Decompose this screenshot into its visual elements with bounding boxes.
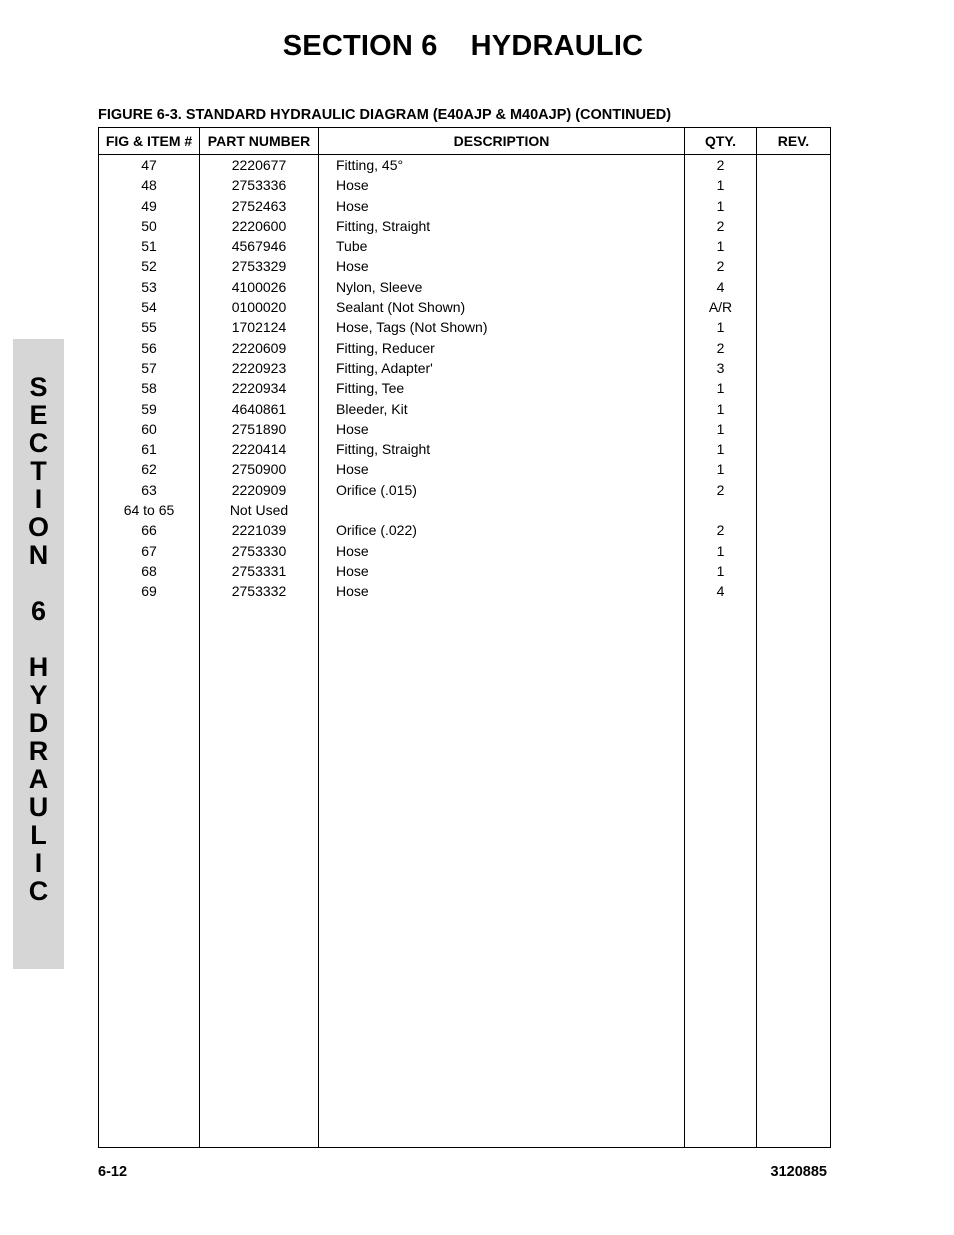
side-tab-letters xyxy=(13,373,64,905)
rev-cell xyxy=(757,358,830,378)
item-cell: 59 xyxy=(141,400,157,417)
description-cell: Fitting, Tee xyxy=(336,380,405,397)
part-number-cell: 2220934 xyxy=(231,380,287,397)
section-title: SECTION 6 HYDRAULIC xyxy=(282,30,644,62)
side-tab-letter: N xyxy=(28,540,49,570)
parts-table xyxy=(98,127,831,1148)
side-tab-letter: O xyxy=(27,512,49,542)
qty-cell: 1 xyxy=(716,542,725,559)
qty-cell: 1 xyxy=(716,400,725,417)
rev-cell xyxy=(757,236,830,256)
qty-cell: 2 xyxy=(716,258,725,275)
description-cell: Hose xyxy=(336,562,369,579)
description-cell: Tube xyxy=(336,238,368,255)
side-tab-letter: 6 xyxy=(30,596,47,626)
rev-cell xyxy=(757,520,830,540)
rev-cell xyxy=(757,459,830,479)
part-number-cell: 2220600 xyxy=(231,217,287,234)
item-cell: 68 xyxy=(141,562,157,579)
rev-cell xyxy=(757,480,830,500)
description-cell: Bleeder, Kit xyxy=(336,400,408,417)
side-tab-letter: S xyxy=(29,372,48,402)
side-tab-letter: T xyxy=(30,456,47,486)
qty-column xyxy=(685,155,757,1148)
side-tab-letter: A xyxy=(28,764,49,794)
qty-cell: 1 xyxy=(716,441,725,458)
item-cell: 56 xyxy=(141,339,157,356)
document-number: 3120885 xyxy=(770,1164,827,1180)
side-tab-letter: L xyxy=(30,820,47,850)
qty-cell: 3 xyxy=(716,359,725,376)
description-cell: Hose xyxy=(336,258,369,275)
rev-cell xyxy=(757,317,830,337)
qty-cell: 1 xyxy=(716,177,725,194)
side-tab-letter: E xyxy=(29,400,48,430)
item-cell: 61 xyxy=(141,441,157,458)
column-header-description: DESCRIPTION xyxy=(319,128,685,155)
item-cell: 52 xyxy=(141,258,157,275)
part-number-cell: 2220909 xyxy=(231,481,287,498)
qty-cell: 1 xyxy=(716,420,725,437)
description-cell: Fitting, Straight xyxy=(336,441,431,458)
description-cell: Hose xyxy=(336,461,369,478)
qty-cell: 1 xyxy=(716,197,725,214)
description-cell: Hose xyxy=(336,583,369,600)
side-tab-letter: Y xyxy=(29,680,48,710)
side-tab-letter: D xyxy=(28,708,49,738)
table-header-row xyxy=(99,128,831,155)
item-cell: 49 xyxy=(141,197,157,214)
qty-cell: 2 xyxy=(716,481,725,498)
item-cell: 62 xyxy=(141,461,157,478)
part-number-cell: 2753336 xyxy=(231,177,287,194)
qty-cell: 1 xyxy=(716,461,725,478)
rev-cell xyxy=(757,155,830,175)
part-number-cell: 1702124 xyxy=(231,319,287,336)
rev-cell xyxy=(757,378,830,398)
part-number-cell: 2220677 xyxy=(231,157,287,173)
part-number-cell: 4100026 xyxy=(231,278,287,295)
item-column xyxy=(99,155,200,1148)
rev-cell xyxy=(757,277,830,297)
part-number-cell: 2751890 xyxy=(231,420,287,437)
qty-cell: 2 xyxy=(716,217,725,234)
side-tab-letter: I xyxy=(34,848,43,878)
figure-title: FIGURE 6-3. STANDARD HYDRAULIC DIAGRAM (E40AJP & M40AJP) (CONTINUED) xyxy=(98,107,672,123)
part-number-cell: 0100020 xyxy=(231,299,287,316)
item-cell: 58 xyxy=(141,380,157,397)
description-cell: Fitting, Reducer xyxy=(336,339,435,356)
description-cell: Orifice (.015) xyxy=(336,481,417,498)
item-cell: 47 xyxy=(141,157,157,173)
rev-column xyxy=(757,155,831,1148)
rev-cell xyxy=(757,256,830,276)
rev-cell xyxy=(757,439,830,459)
part-number-cell: 4567946 xyxy=(231,238,287,255)
item-cell: 69 xyxy=(141,583,157,600)
description-cell xyxy=(319,500,684,520)
rev-cell xyxy=(757,399,830,419)
item-cell: 50 xyxy=(141,217,157,234)
qty-cell: 4 xyxy=(716,583,725,600)
qty-cell: 4 xyxy=(716,278,725,295)
item-cell: 53 xyxy=(141,278,157,295)
side-tab-letter: U xyxy=(28,792,49,822)
qty-cell: A/R xyxy=(708,299,733,316)
item-cell: 67 xyxy=(141,542,157,559)
item-cell: 54 xyxy=(141,299,157,316)
rev-cell xyxy=(757,338,830,358)
column-header-rev: REV. xyxy=(757,128,831,155)
qty-cell: 2 xyxy=(716,157,725,173)
part-number-cell: 2750900 xyxy=(231,461,287,478)
item-cell: 48 xyxy=(141,177,157,194)
qty-cell: 1 xyxy=(716,319,725,336)
description-cell: Fitting, Adapter' xyxy=(336,359,433,376)
description-cell: Nylon, Sleeve xyxy=(336,278,423,295)
part-number-cell: 2752463 xyxy=(231,197,287,214)
part-number-cell: 2220609 xyxy=(231,339,287,356)
part-number-cell: 2753332 xyxy=(231,583,287,600)
qty-cell: 2 xyxy=(716,339,725,356)
description-cell: Hose xyxy=(336,177,369,194)
part-number-column xyxy=(200,155,319,1148)
column-header-part-number: PART NUMBER xyxy=(200,128,319,155)
item-cell: 55 xyxy=(141,319,157,336)
rev-cell xyxy=(757,175,830,195)
side-tab-letter: C xyxy=(28,428,49,458)
description-cell: Hose xyxy=(336,197,369,214)
rev-cell xyxy=(757,216,830,236)
rev-cell xyxy=(757,419,830,439)
qty-cell: 2 xyxy=(716,522,725,539)
item-cell: 60 xyxy=(141,420,157,437)
part-number-cell: 2220414 xyxy=(231,441,287,458)
rev-cell xyxy=(757,561,830,581)
description-column xyxy=(319,155,685,1148)
item-cell: 63 xyxy=(141,481,157,498)
description-cell: Hose, Tags (Not Shown) xyxy=(336,319,488,336)
side-tab-letter: I xyxy=(34,484,43,514)
description-cell: Hose xyxy=(336,420,369,437)
qty-cell xyxy=(685,500,756,520)
qty-cell: 1 xyxy=(716,562,725,579)
rev-cell xyxy=(757,500,830,520)
part-number-cell: 2753331 xyxy=(231,562,287,579)
part-number-cell: 2220923 xyxy=(231,359,287,376)
part-number-cell: 4640861 xyxy=(231,400,287,417)
part-number-cell: 2753329 xyxy=(231,258,287,275)
part-number-cell: 2221039 xyxy=(231,522,287,539)
qty-cell: 1 xyxy=(716,238,725,255)
page-number: 6-12 xyxy=(98,1164,128,1180)
rev-cell xyxy=(757,297,830,317)
rev-cell xyxy=(757,581,830,601)
item-cell: 51 xyxy=(141,238,157,255)
side-tab-letter: C xyxy=(28,876,49,906)
side-tab-letter: H xyxy=(28,652,49,682)
table-body-row xyxy=(99,155,831,1148)
item-cell: 66 xyxy=(141,522,157,539)
rev-cell xyxy=(757,196,830,216)
description-cell: Hose xyxy=(336,542,369,559)
item-cell: 64 to 65 xyxy=(123,502,175,519)
description-cell: Orifice (.022) xyxy=(336,522,417,539)
part-number-cell: 2753330 xyxy=(231,542,287,559)
section-side-tab xyxy=(13,339,64,969)
description-cell: Fitting, Straight xyxy=(336,217,431,234)
qty-cell: 1 xyxy=(716,380,725,397)
side-tab-letter: R xyxy=(28,736,49,766)
column-header-item: FIG & ITEM # xyxy=(99,128,200,155)
column-header-qty: QTY. xyxy=(685,128,757,155)
description-cell: Fitting, 45° xyxy=(336,157,404,173)
description-cell: Sealant (Not Shown) xyxy=(336,299,466,316)
part-number-cell: Not Used xyxy=(229,502,289,519)
item-cell: 57 xyxy=(141,359,157,376)
rev-cell xyxy=(757,541,830,561)
